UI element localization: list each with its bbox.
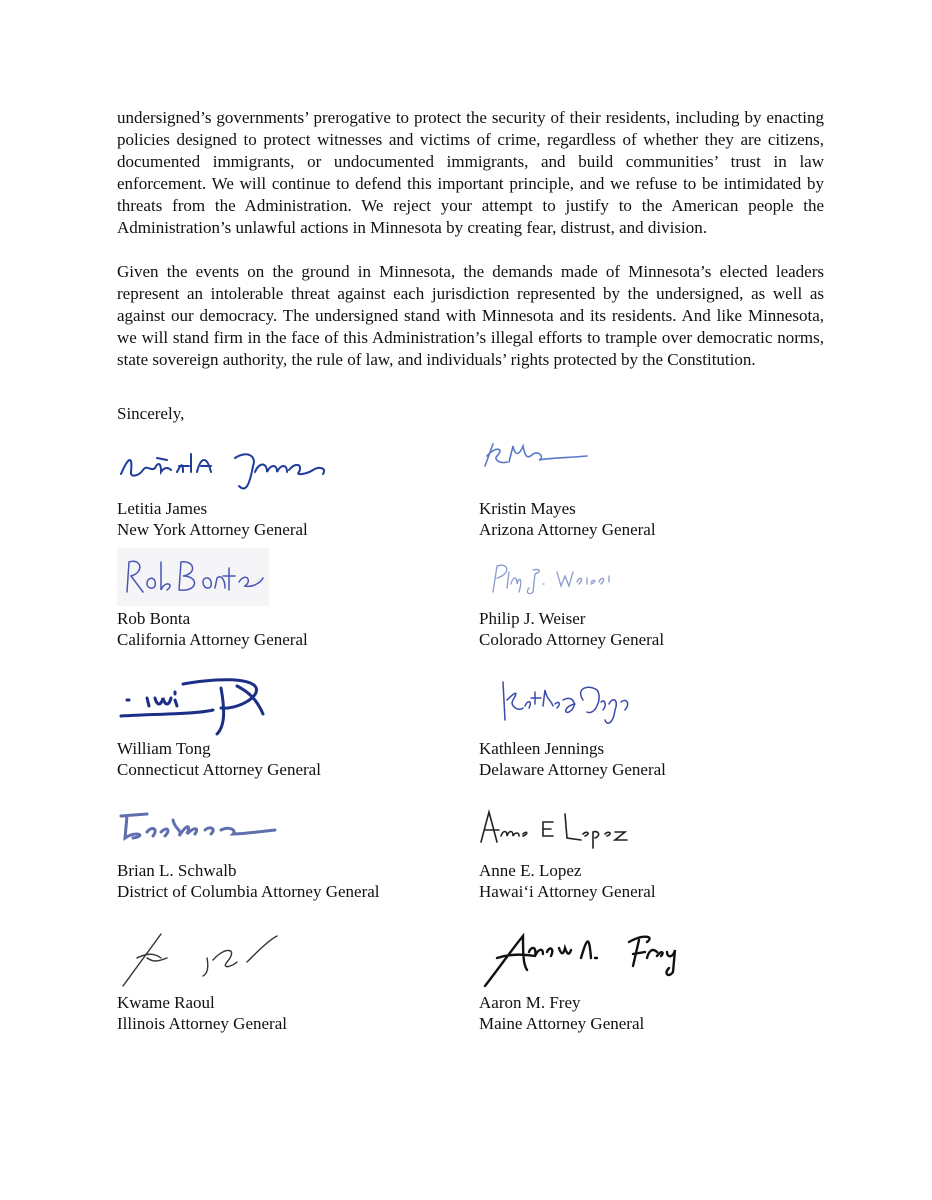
signature-image <box>117 918 357 998</box>
handwritten-signature-icon <box>479 670 699 742</box>
signatory-title: Delaware Attorney General <box>479 760 666 779</box>
signature-image <box>479 438 719 498</box>
signatory-title: New York Attorney General <box>117 520 308 539</box>
signature-block-philip-weiser <box>479 548 819 650</box>
signatory-title: Connecticut Attorney General <box>117 760 321 779</box>
signature-block-kristin-mayes <box>479 438 819 540</box>
signatory-name: Philip J. Weiser <box>479 609 586 628</box>
handwritten-signature-icon <box>479 918 699 998</box>
signatory-title: Hawai‘i Attorney General <box>479 882 656 901</box>
signatory-name: Kwame Raoul <box>117 993 215 1012</box>
signatory-title: District of Columbia Attorney General <box>117 882 380 901</box>
signature-block-brian-schwalb <box>117 800 457 902</box>
signature-block-kwame-raoul <box>117 918 457 1034</box>
signatory-name: Rob Bonta <box>117 609 191 628</box>
signature-block-aaron-frey <box>479 918 819 1034</box>
signature-image <box>479 670 719 742</box>
handwritten-signature-icon <box>117 548 337 606</box>
signature-block-rob-bonta <box>117 548 457 650</box>
handwritten-signature-icon <box>479 438 699 496</box>
handwritten-signature-icon <box>479 548 699 606</box>
signatory-title: Arizona Attorney General <box>479 520 656 539</box>
signature-block-letitia-james <box>117 438 457 540</box>
signature-image <box>479 548 719 608</box>
body-paragraph-2: Given the events on the ground in Minnesota, the demands made of Minnesota’s elected leaders represent an intolerable threat against each jurisdiction represented by the undersigned, as well as against our democracy. The undersigned stand with Minnesota and its residents. And like Minnesota, we will stand firm in the face of this Administration’s illegal efforts to trample over democratic norms, state sovereign authority, the rule of law, and individuals’ rights protected by the Constitution. <box>117 262 824 369</box>
signature-image <box>117 438 357 498</box>
signatory-title: Maine Attorney General <box>479 1014 645 1033</box>
signatory-title: Illinois Attorney General <box>117 1014 287 1033</box>
signature-block-kathleen-jennings <box>479 670 819 780</box>
signature-image <box>117 800 357 860</box>
signature-block-anne-lopez <box>479 800 819 902</box>
signatory-title: Colorado Attorney General <box>479 630 665 649</box>
body-paragraph-1: undersigned’s governments’ prerogative to protect the security of their residents, including by enacting policies designed to protect witnesses and victims of crime, regardless of whether they are citizens, documented immigrants, or undocumented immigrants, and build communities’ trust in law enforcement. We will continue to defend this important principle, and we refuse to be intimidated by threats from the Administration. We reject your attempt to justify to the American people the Administration’s unlawful actions in Minnesota by creating fear, distrust, and division. <box>117 108 824 237</box>
handwritten-signature-icon <box>117 800 337 858</box>
handwritten-signature-icon <box>117 918 337 998</box>
signatory-name: Anne E. Lopez <box>479 861 582 880</box>
signatory-name: Brian L. Schwalb <box>117 861 237 880</box>
handwritten-signature-icon <box>117 438 337 496</box>
signature-image <box>117 670 357 742</box>
signature-block-william-tong <box>117 670 457 780</box>
signatory-name: Kathleen Jennings <box>479 739 605 758</box>
signatory-title: California Attorney General <box>117 630 308 649</box>
signature-image <box>117 548 357 608</box>
signature-image <box>479 918 719 998</box>
signatory-name: Aaron M. Frey <box>479 993 581 1012</box>
closing-salutation: Sincerely, <box>117 404 185 423</box>
signature-image <box>479 800 719 860</box>
signatory-name: Letitia James <box>117 499 208 518</box>
signatory-name: Kristin Mayes <box>479 499 576 518</box>
handwritten-signature-icon <box>117 670 337 742</box>
signatory-name: William Tong <box>117 739 211 758</box>
handwritten-signature-icon <box>479 800 699 858</box>
